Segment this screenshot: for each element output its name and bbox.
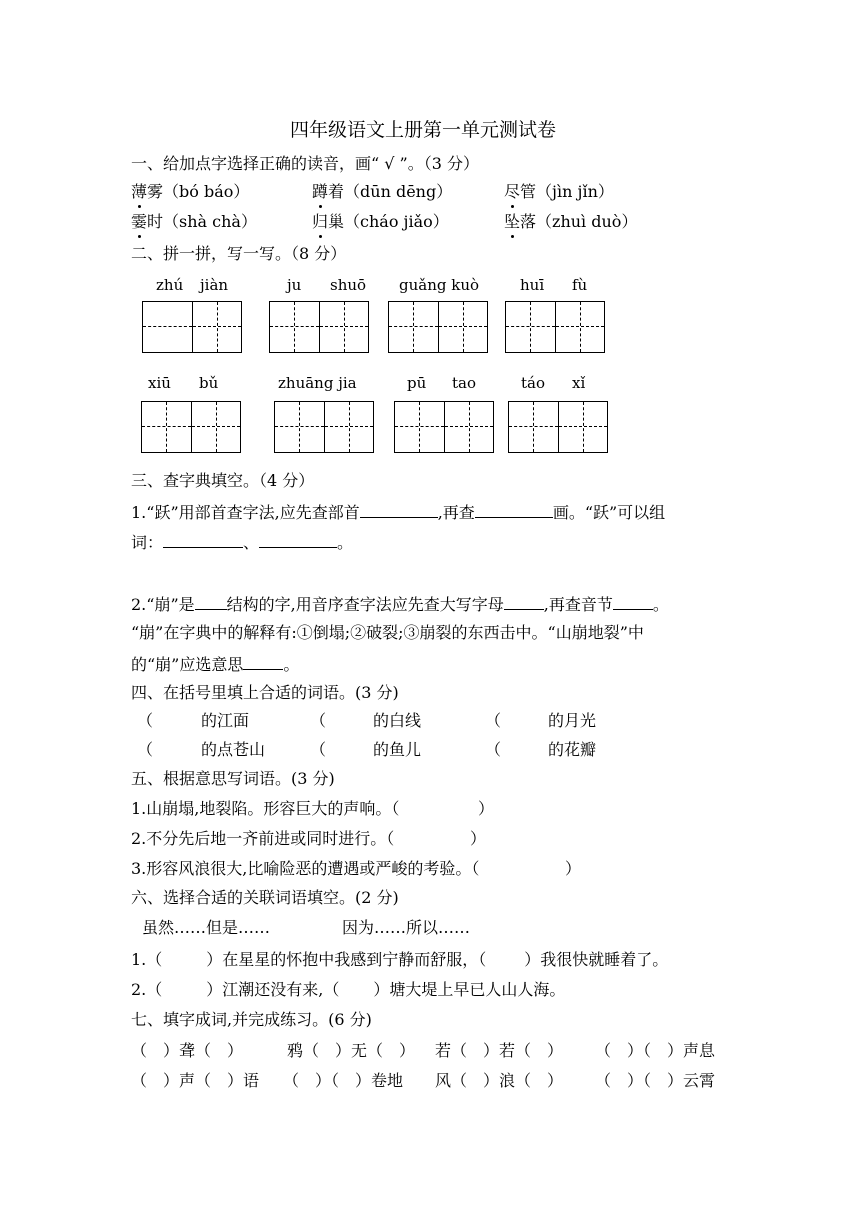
question-text: 1.“跃”用部首查字法,应先查部首 bbox=[131, 503, 360, 522]
conjunction-option: 因为……所以…… bbox=[342, 918, 471, 937]
grid-cell[interactable] bbox=[509, 402, 558, 452]
answer-blank[interactable] bbox=[243, 653, 283, 670]
idiom-fill: （ ）（ ）声息 bbox=[595, 1041, 716, 1060]
section-5-heading: 五、根据意思写词语。(3 分) bbox=[131, 769, 335, 788]
paren-open: （ bbox=[485, 711, 502, 730]
question-text: ）江潮还没有来,（ bbox=[206, 980, 340, 999]
question-text: ,再查 bbox=[437, 503, 475, 522]
answer-blank[interactable] bbox=[195, 593, 227, 610]
section-6-heading: 六、选择合适的关联词语填空。(2 分) bbox=[131, 888, 399, 907]
idiom-fill: （ ）（ ）卷地 bbox=[283, 1071, 404, 1090]
writing-grid[interactable] bbox=[274, 401, 374, 453]
section-4-heading: 四、在括号里填上合适的词语。(3 分) bbox=[131, 683, 399, 702]
pinyin-label: ju bbox=[287, 276, 302, 294]
section-1-heading: 一、给加点字选择正确的读音，画“ √ ”。（3 分） bbox=[131, 154, 479, 173]
pinyin-label: bǔ bbox=[199, 374, 219, 392]
pinyin-label: jiàn bbox=[200, 276, 229, 294]
question-text: ）塘大堤上早已人山人海。 bbox=[373, 980, 566, 999]
idiom-fill: （ ）声（ ）语 bbox=[131, 1071, 260, 1090]
item-text: 落（zhuì duò） bbox=[520, 212, 638, 231]
pronunciation-item bbox=[131, 182, 249, 202]
grid-cell[interactable] bbox=[438, 302, 487, 352]
question-text: 2.（ bbox=[131, 980, 163, 999]
writing-grid[interactable] bbox=[505, 301, 605, 353]
idiom-fill: （ ）聋（ ） bbox=[131, 1041, 244, 1060]
pinyin-label: guǎng kuò bbox=[399, 276, 480, 294]
question-text: 画。“跃”可以组 bbox=[552, 503, 666, 522]
paren-close: ） bbox=[478, 799, 495, 818]
writing-grid[interactable] bbox=[508, 401, 608, 453]
question-3-2 bbox=[131, 593, 669, 615]
conjunction-option: 虽然……但是…… bbox=[142, 918, 271, 937]
writing-grid[interactable] bbox=[142, 301, 242, 353]
grid-cell[interactable] bbox=[555, 302, 604, 352]
idiom-fill: 风（ ）浪（ ） bbox=[435, 1071, 564, 1090]
writing-grid[interactable] bbox=[141, 401, 241, 453]
question-6-2 bbox=[131, 980, 565, 1000]
paren-open: （ bbox=[310, 711, 327, 730]
question-text: 结构的字,用音序查字法应先查大写字母 bbox=[226, 595, 504, 614]
writing-grid[interactable] bbox=[388, 301, 488, 353]
dotted-char: 归 bbox=[312, 212, 329, 231]
dotted-char: 坠 bbox=[504, 212, 521, 231]
answer-blank[interactable] bbox=[360, 501, 438, 518]
pinyin-label: zhuāng jia bbox=[278, 374, 357, 392]
question-text: ）我很快就睡着了。 bbox=[524, 950, 669, 969]
grid-cell[interactable] bbox=[324, 402, 373, 452]
fill-phrase: 的江面 bbox=[201, 711, 250, 730]
section-7-heading: 七、填字成词,并完成练习。(6 分) bbox=[131, 1010, 372, 1029]
paren-open: （ bbox=[137, 711, 154, 730]
question-3-2-cont: “崩”在字典中的解释有:①倒塌;②破裂;③崩裂的东西击中。“山崩地裂”中 bbox=[131, 623, 644, 642]
paren-close: ） bbox=[470, 829, 487, 848]
idiom-fill: （ ）（ ）云霄 bbox=[595, 1071, 716, 1090]
question-text: ）在星星的怀抱中我感到宁静而舒服，（ bbox=[206, 950, 487, 969]
answer-blank[interactable] bbox=[475, 501, 553, 518]
dotted-char: 霎 bbox=[131, 212, 148, 231]
writing-grid[interactable] bbox=[394, 401, 494, 453]
pronunciation-item bbox=[504, 182, 614, 202]
dotted-char: 薄 bbox=[131, 182, 148, 201]
grid-cell[interactable] bbox=[142, 402, 191, 452]
grid-cell[interactable] bbox=[191, 402, 240, 452]
question-6-1 bbox=[131, 950, 668, 970]
dotted-char: 蹲 bbox=[312, 182, 329, 201]
grid-cell[interactable] bbox=[444, 402, 493, 452]
pronunciation-item bbox=[131, 212, 257, 232]
item-text: 着（dūn dēng） bbox=[328, 182, 453, 201]
answer-blank[interactable] bbox=[504, 593, 544, 610]
fill-phrase: 的白线 bbox=[373, 711, 422, 730]
section-3-heading: 三、查字典填空。（4 分） bbox=[131, 471, 315, 490]
pronunciation-item bbox=[312, 182, 452, 202]
pinyin-label: tao bbox=[452, 374, 477, 392]
question-text: 。 bbox=[283, 655, 300, 674]
fill-phrase: 的花瓣 bbox=[548, 740, 597, 759]
pinyin-label: táo bbox=[521, 374, 546, 392]
item-text: 巢（cháo jiǎo） bbox=[328, 212, 449, 231]
pinyin-label: xǐ bbox=[572, 374, 586, 392]
question-5-1: 1.山崩塌,地裂陷。形容巨大的声响。（ bbox=[131, 799, 400, 818]
question-text: 2.“崩”是 bbox=[131, 595, 195, 614]
pronunciation-item bbox=[312, 212, 449, 232]
item-text: 雾（bó báo） bbox=[147, 182, 250, 201]
paren-open: （ bbox=[485, 740, 502, 759]
paren-close: ） bbox=[565, 859, 582, 878]
question-text: 词： bbox=[131, 533, 164, 552]
question-3-1-cont bbox=[131, 531, 353, 553]
grid-cell[interactable] bbox=[143, 302, 192, 352]
grid-cell[interactable] bbox=[395, 402, 444, 452]
answer-blank[interactable] bbox=[259, 531, 337, 548]
pinyin-label: shuō bbox=[330, 276, 367, 294]
grid-cell[interactable] bbox=[192, 302, 241, 352]
fill-phrase: 的月光 bbox=[548, 711, 597, 730]
paren-open: （ bbox=[137, 740, 154, 759]
question-text: 的“崩”应选意思 bbox=[131, 655, 244, 674]
grid-cell[interactable] bbox=[558, 402, 607, 452]
pinyin-label: huī bbox=[520, 276, 545, 294]
item-text: 时（shà chà） bbox=[147, 212, 257, 231]
pinyin-label: pū bbox=[407, 374, 427, 392]
answer-blank[interactable] bbox=[613, 593, 653, 610]
section-2-heading: 二、拼一拼，写一写。（8 分） bbox=[131, 244, 347, 263]
idiom-fill: 鸦（ ）无（ ） bbox=[287, 1041, 416, 1060]
question-5-3: 3.形容风浪很大,比喻险恶的遭遇或严峻的考验。（ bbox=[131, 859, 480, 878]
question-3-2-cont bbox=[131, 653, 299, 675]
fill-phrase: 的鱼儿 bbox=[373, 740, 422, 759]
page-title: 四年级语文上册第一单元测试卷 bbox=[290, 119, 557, 141]
pronunciation-item bbox=[504, 212, 637, 232]
grid-cell[interactable] bbox=[389, 302, 438, 352]
dotted-char: 尽 bbox=[504, 182, 521, 201]
writing-grid[interactable] bbox=[269, 301, 369, 353]
pinyin-label: xiū bbox=[148, 374, 171, 392]
grid-cell[interactable] bbox=[270, 302, 319, 352]
question-5-2: 2.不分先后地一齐前进或同时进行。（ bbox=[131, 829, 395, 848]
question-3-1 bbox=[131, 501, 665, 523]
question-text: ,再查音节 bbox=[543, 595, 613, 614]
fill-phrase: 的点苍山 bbox=[201, 740, 266, 759]
question-text: 。 bbox=[652, 595, 669, 614]
idiom-fill: 若（ ）若（ ） bbox=[435, 1041, 564, 1060]
answer-blank[interactable] bbox=[163, 531, 243, 548]
pinyin-label: fù bbox=[572, 276, 588, 294]
grid-cell[interactable] bbox=[319, 302, 368, 352]
grid-cell[interactable] bbox=[506, 302, 555, 352]
question-text: 、 bbox=[243, 533, 260, 552]
question-text: 。 bbox=[337, 533, 354, 552]
paren-open: （ bbox=[310, 740, 327, 759]
grid-cell[interactable] bbox=[275, 402, 324, 452]
pinyin-label: zhú bbox=[156, 276, 184, 294]
item-text: 管（jìn jǐn） bbox=[520, 182, 614, 201]
question-text: 1.（ bbox=[131, 950, 163, 969]
